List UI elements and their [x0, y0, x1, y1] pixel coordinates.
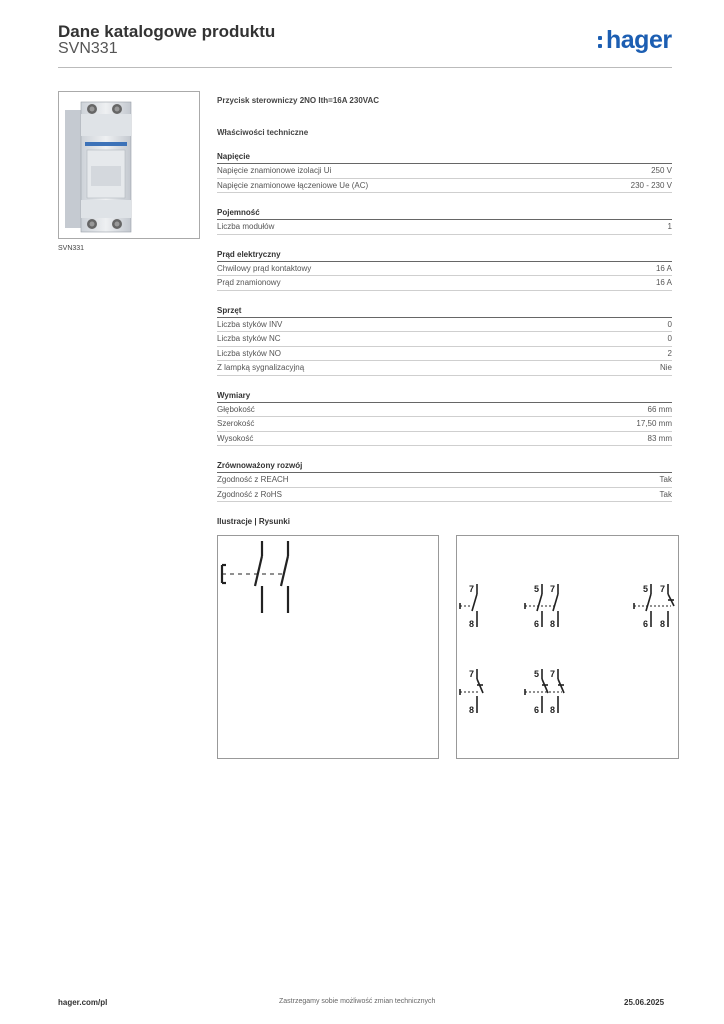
spec-row — [217, 164, 672, 179]
footer-disclaimer: Zastrzegamy sobie możliwość zmian technicznych — [279, 998, 436, 1005]
section-sustainability — [217, 461, 672, 502]
spec-value: 0 — [667, 319, 672, 329]
footer-website-link[interactable]: hager.com/pl — [58, 998, 108, 1007]
spec-value: 16 A — [655, 278, 672, 287]
terminal-label: 7 — [550, 584, 556, 594]
spec-sheet — [217, 96, 672, 502]
spec-value: 16 A — [655, 263, 672, 273]
spec-label: Liczba modułów — [217, 222, 275, 231]
terminal-label: 7 — [660, 584, 666, 594]
spec-value: 230 - 230 V — [630, 180, 672, 190]
technical-properties-title: Właściwości techniczne — [217, 128, 309, 137]
spec-row — [217, 403, 672, 418]
section-voltage — [217, 152, 672, 193]
page-title: Dane katalogowe produktu — [58, 22, 276, 41]
spec-row — [217, 262, 672, 277]
terminal-label: 8 — [469, 619, 475, 629]
spec-label: Z lampką sygnalizacyjną — [217, 363, 305, 372]
logo-dot — [598, 36, 602, 40]
spec-row — [217, 318, 672, 333]
spec-label: Zgodność z RoHS — [217, 489, 282, 499]
section-equipment — [217, 306, 672, 376]
schematic-box — [217, 535, 439, 759]
two-no-push-button-schematic — [218, 536, 438, 758]
spec-row — [217, 432, 672, 447]
logo-dot — [598, 44, 602, 48]
spec-row — [217, 220, 672, 235]
logo-text: hager — [606, 26, 672, 54]
spec-value: 66 mm — [647, 404, 672, 414]
contact-symbols-diagram — [457, 536, 678, 758]
spec-label: Napięcie znamionowe izolacji Ui — [217, 166, 332, 175]
terminal-label: 8 — [550, 619, 556, 629]
terminal-label: 8 — [469, 705, 475, 715]
spec-label: Liczba styków INV — [217, 319, 283, 329]
terminal-label: 7 — [550, 669, 556, 679]
spec-row — [217, 488, 672, 503]
section-title: Napięcie — [217, 152, 672, 164]
spec-label: Napięcie znamionowe łączeniowe Ue (AC) — [217, 180, 369, 190]
section-title: Prąd elektryczny — [217, 250, 672, 262]
terminal-label: 8 — [550, 705, 556, 715]
spec-value: 1 — [667, 222, 672, 231]
spec-value: 83 mm — [647, 433, 672, 443]
terminal-label: 6 — [534, 705, 540, 715]
contact-symbols-box — [456, 535, 679, 759]
section-title: Sprzęt — [217, 306, 672, 318]
spec-label: Wysokość — [217, 433, 254, 443]
terminal-label: 7 — [469, 669, 475, 679]
spec-row — [217, 417, 672, 432]
spec-row — [217, 179, 672, 194]
spec-value: Nie — [659, 363, 672, 372]
product-description: Przycisk sterowniczy 2NO Ith=16A 230VAC — [217, 96, 380, 105]
section-title: Wymiary — [217, 391, 672, 403]
spec-value: Tak — [659, 475, 672, 484]
section-capacity — [217, 208, 672, 235]
spec-label: Liczba styków NO — [217, 348, 282, 358]
spec-label: Szerokość — [217, 419, 255, 428]
terminal-label: 5 — [534, 669, 540, 679]
spec-value: 2 — [667, 348, 672, 358]
terminal-label: 5 — [643, 584, 649, 594]
spec-value: 17,50 mm — [636, 419, 672, 428]
spec-label: Prąd znamionowy — [217, 278, 281, 287]
section-dimensions — [217, 391, 672, 447]
illustrations-title: Ilustracje | Rysunki — [217, 517, 290, 526]
spec-value: 250 V — [651, 166, 672, 175]
modular-push-button-image — [59, 92, 199, 238]
terminal-label: 8 — [660, 619, 666, 629]
spec-row — [217, 473, 672, 488]
spec-label: Głębokość — [217, 404, 255, 414]
spec-label: Zgodność z REACH — [217, 475, 289, 484]
terminal-label: 6 — [643, 619, 649, 629]
spec-value: 0 — [667, 334, 672, 343]
product-photo — [58, 91, 200, 239]
hager-logo — [596, 26, 676, 58]
spec-row — [217, 347, 672, 362]
header-divider — [58, 67, 672, 68]
spec-value: Tak — [659, 489, 672, 499]
spec-row — [217, 276, 672, 291]
spec-row — [217, 332, 672, 347]
section-title: Pojemność — [217, 208, 672, 220]
terminal-label: 6 — [534, 619, 540, 629]
spec-row — [217, 361, 672, 376]
terminal-label: 7 — [469, 584, 475, 594]
footer-date: 25.06.2025 — [624, 998, 665, 1007]
product-code: SVN331 — [58, 40, 118, 57]
section-title: Zrównoważony rozwój — [217, 461, 672, 473]
spec-label: Liczba styków NC — [217, 334, 281, 343]
photo-caption: SVN331 — [58, 245, 85, 252]
section-current — [217, 250, 672, 291]
terminal-label: 5 — [534, 584, 540, 594]
spec-label: Chwilowy prąd kontaktowy — [217, 263, 312, 273]
